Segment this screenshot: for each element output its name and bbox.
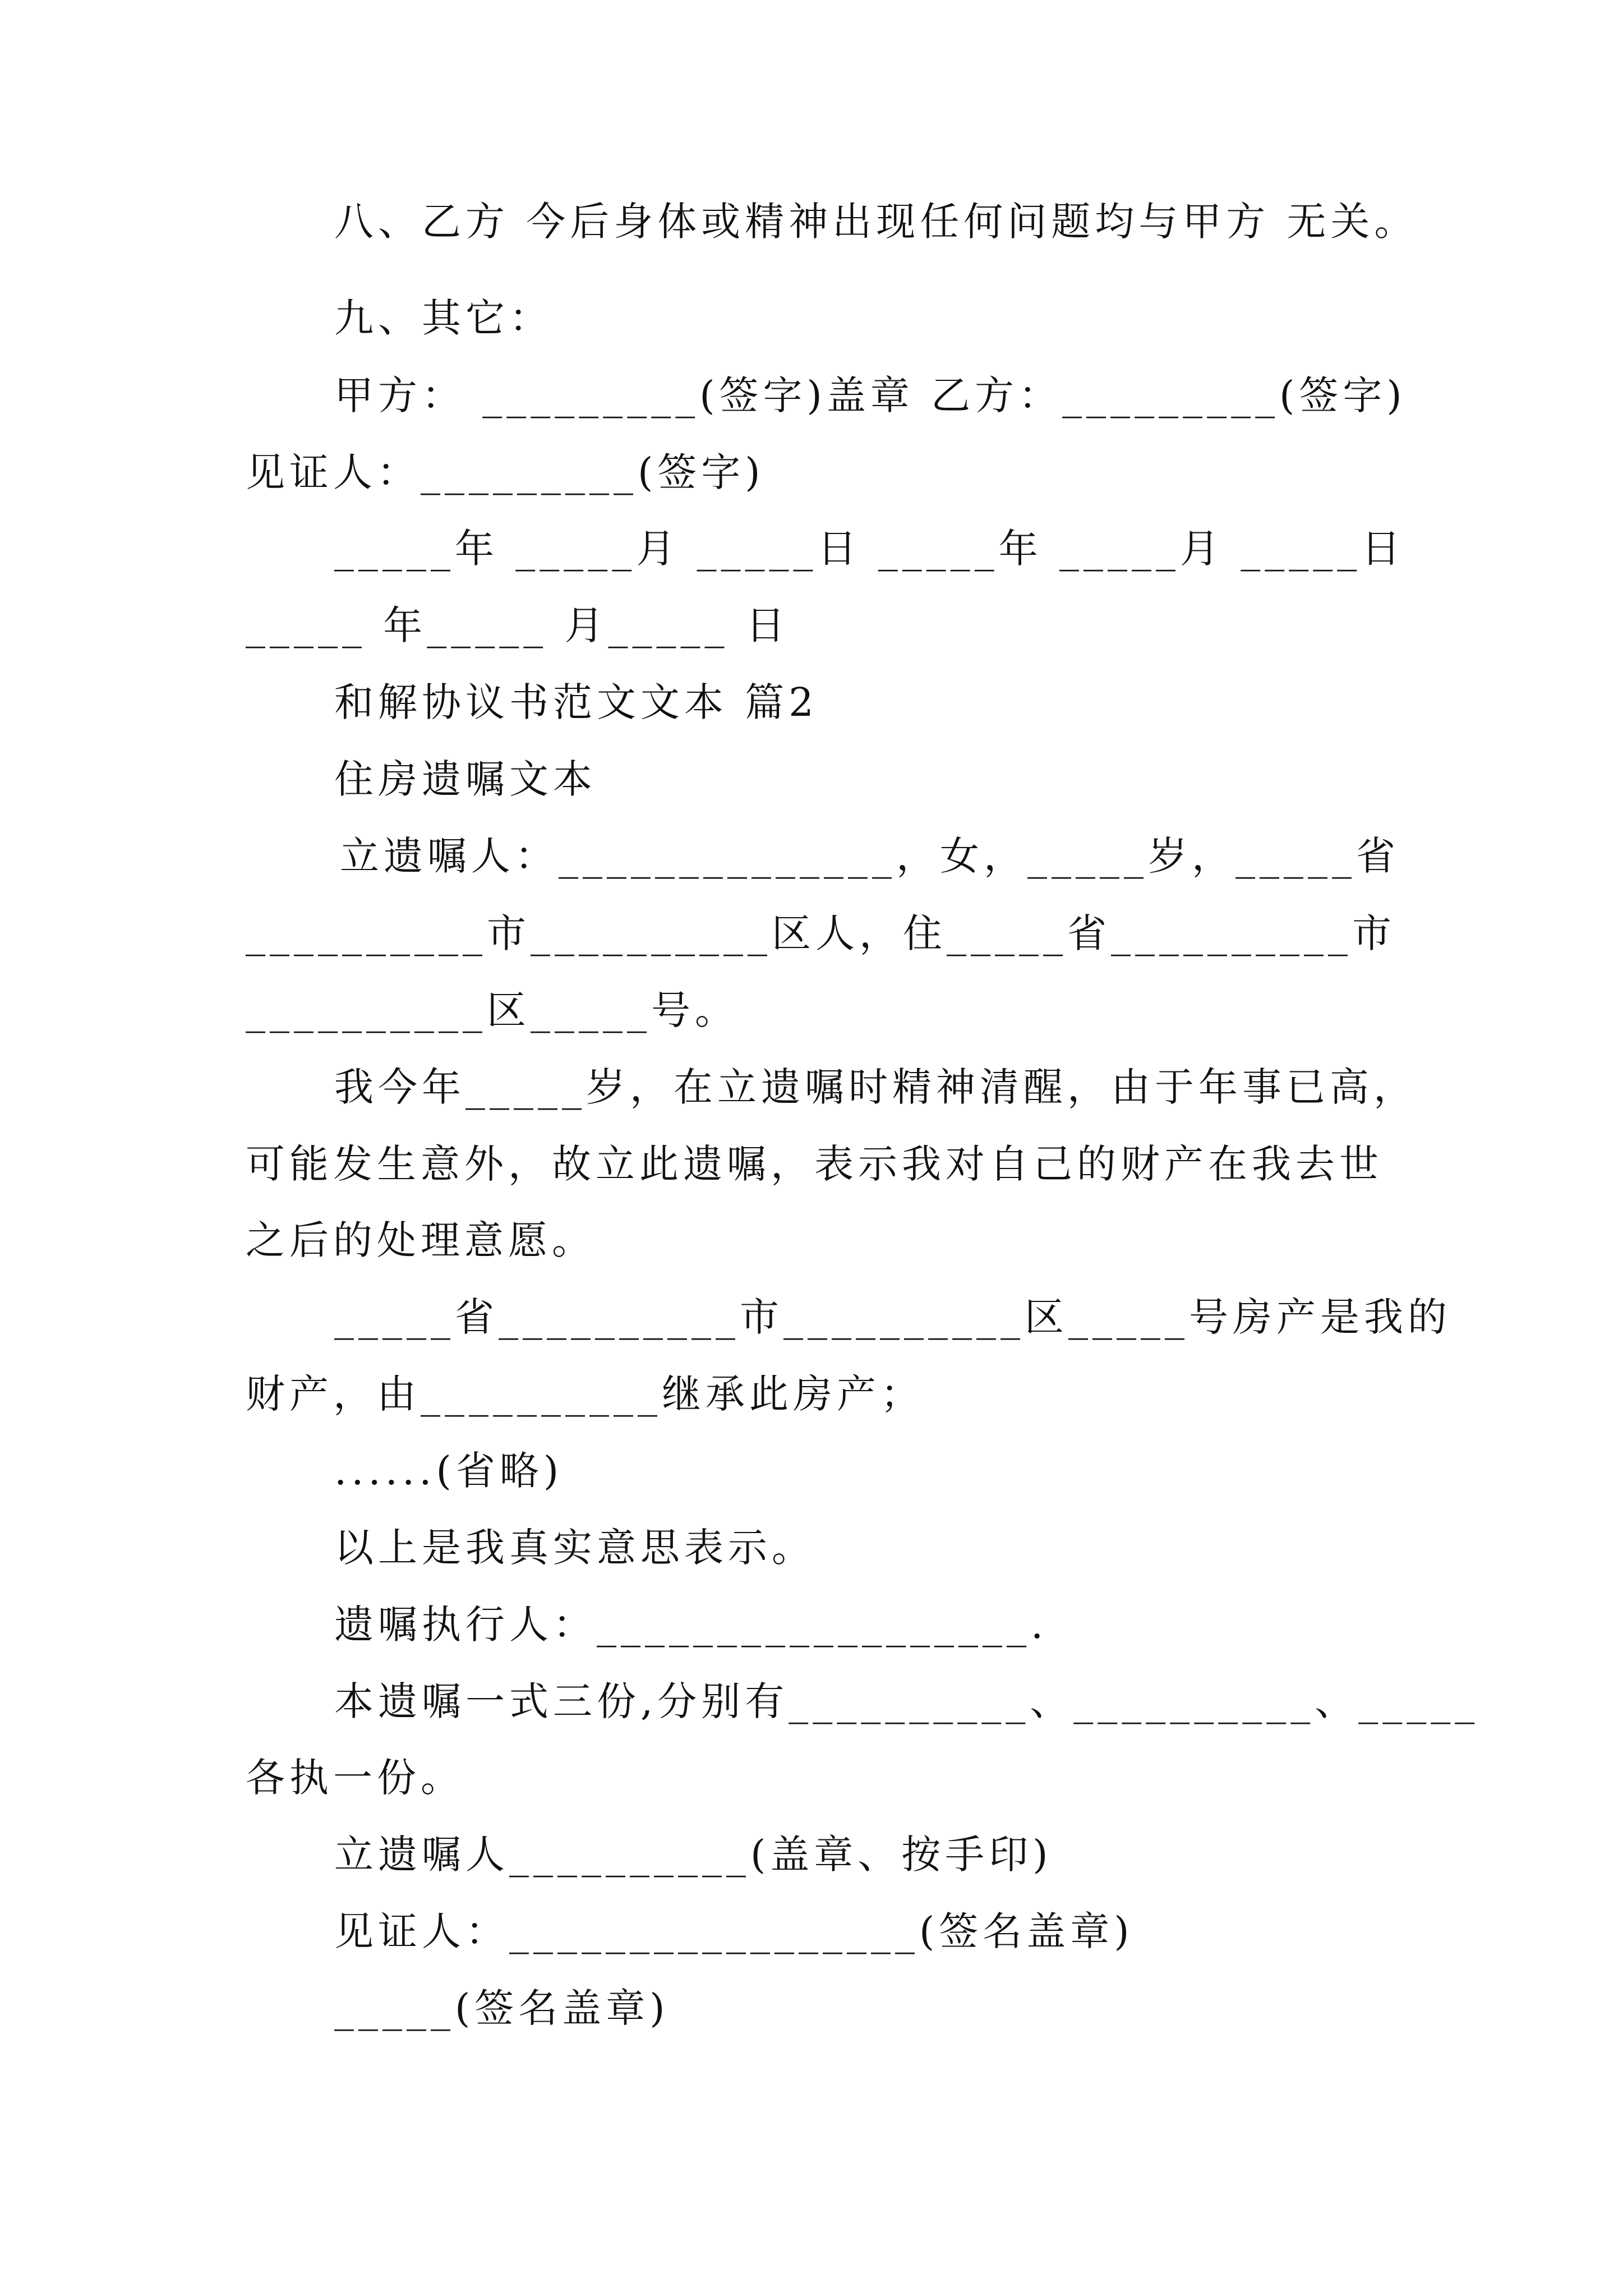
section-heading-text: 和解协议书范文文本 篇2 bbox=[334, 679, 818, 725]
statement-text-3: 之后的处理意愿。 bbox=[246, 1217, 596, 1263]
testator-signature-text: 立遗嘱人__________(盖章、按手印) bbox=[334, 1832, 1053, 1878]
omitted-line bbox=[0, 1440, 1623, 1502]
copies-line-1 bbox=[0, 1671, 1623, 1732]
date-text-2: _____ 年_____ 月_____ 日 bbox=[246, 602, 790, 648]
copies-text-2: 各执一份。 bbox=[246, 1755, 464, 1801]
property-text-2: 财产，由__________继承此房产； bbox=[246, 1371, 924, 1417]
clause-9-line bbox=[0, 287, 1623, 349]
statement-text-2: 可能发生意外，故立此遗嘱，表示我对自己的财产在我去世 bbox=[246, 1141, 1383, 1187]
district-text: __________区_____号。 bbox=[246, 987, 739, 1033]
statement-text-1: 我今年_____岁，在立遗嘱时精神清醒，由于年事已高， bbox=[334, 1064, 1417, 1110]
district-line bbox=[0, 979, 1623, 1041]
declaration-text: 以上是我真实意思表示。 bbox=[334, 1525, 815, 1571]
property-line-2 bbox=[0, 1363, 1623, 1425]
address-text: __________市__________区人，住_____省__________市 bbox=[246, 910, 1396, 956]
witness-signature-line bbox=[0, 1901, 1623, 1962]
second-witness-signature-text: _____(签名盖章) bbox=[334, 1985, 670, 2031]
statement-line-1 bbox=[0, 1056, 1623, 1118]
copies-line-2 bbox=[0, 1747, 1623, 1809]
date-line-1 bbox=[0, 518, 1623, 579]
clause-9-text: 九、其它： bbox=[334, 295, 553, 341]
copies-text-1: 本遗嘱一式三份,分别有__________、__________、_____ bbox=[334, 1678, 1479, 1724]
clause-8-line bbox=[0, 191, 1623, 252]
witness-signature-text: 见证人：_________________(签名盖章) bbox=[334, 1908, 1134, 1954]
date-text-1: _____年 _____月 _____日 _____年 _____月 _____日 bbox=[334, 526, 1405, 572]
document-title-text: 住房遗嘱文本 bbox=[334, 756, 597, 802]
statement-line-2 bbox=[0, 1133, 1623, 1195]
executor-text: 遗嘱执行人：__________________. bbox=[334, 1602, 1048, 1648]
executor-line bbox=[0, 1594, 1623, 1655]
property-line-1 bbox=[0, 1286, 1623, 1348]
signature-line bbox=[0, 365, 1623, 426]
statement-line-3 bbox=[0, 1209, 1623, 1271]
omitted-text: ......(省略) bbox=[334, 1448, 564, 1494]
property-text-1: _____省__________市__________区_____号房产是我的 bbox=[334, 1294, 1451, 1340]
document-title bbox=[0, 748, 1623, 810]
section-heading bbox=[0, 671, 1623, 733]
second-witness-signature-line bbox=[0, 1977, 1623, 2039]
date-line-2 bbox=[0, 595, 1623, 656]
witness-line bbox=[0, 441, 1623, 503]
address-line bbox=[0, 903, 1623, 964]
testator-line bbox=[0, 825, 1623, 887]
testator-signature-line bbox=[0, 1824, 1623, 1885]
witness-text: 见证人：_________(签字) bbox=[246, 449, 765, 495]
signature-text: 甲方： _________(签字)盖章 乙方：_________(签字) bbox=[334, 372, 1407, 418]
declaration-line bbox=[0, 1517, 1623, 1579]
clause-8-text: 八、乙方 今后身体或精神出现任何问题均与甲方 无关。 bbox=[334, 199, 1418, 245]
testator-text: 立遗嘱人：______________，女，_____岁，_____省 bbox=[340, 833, 1400, 879]
